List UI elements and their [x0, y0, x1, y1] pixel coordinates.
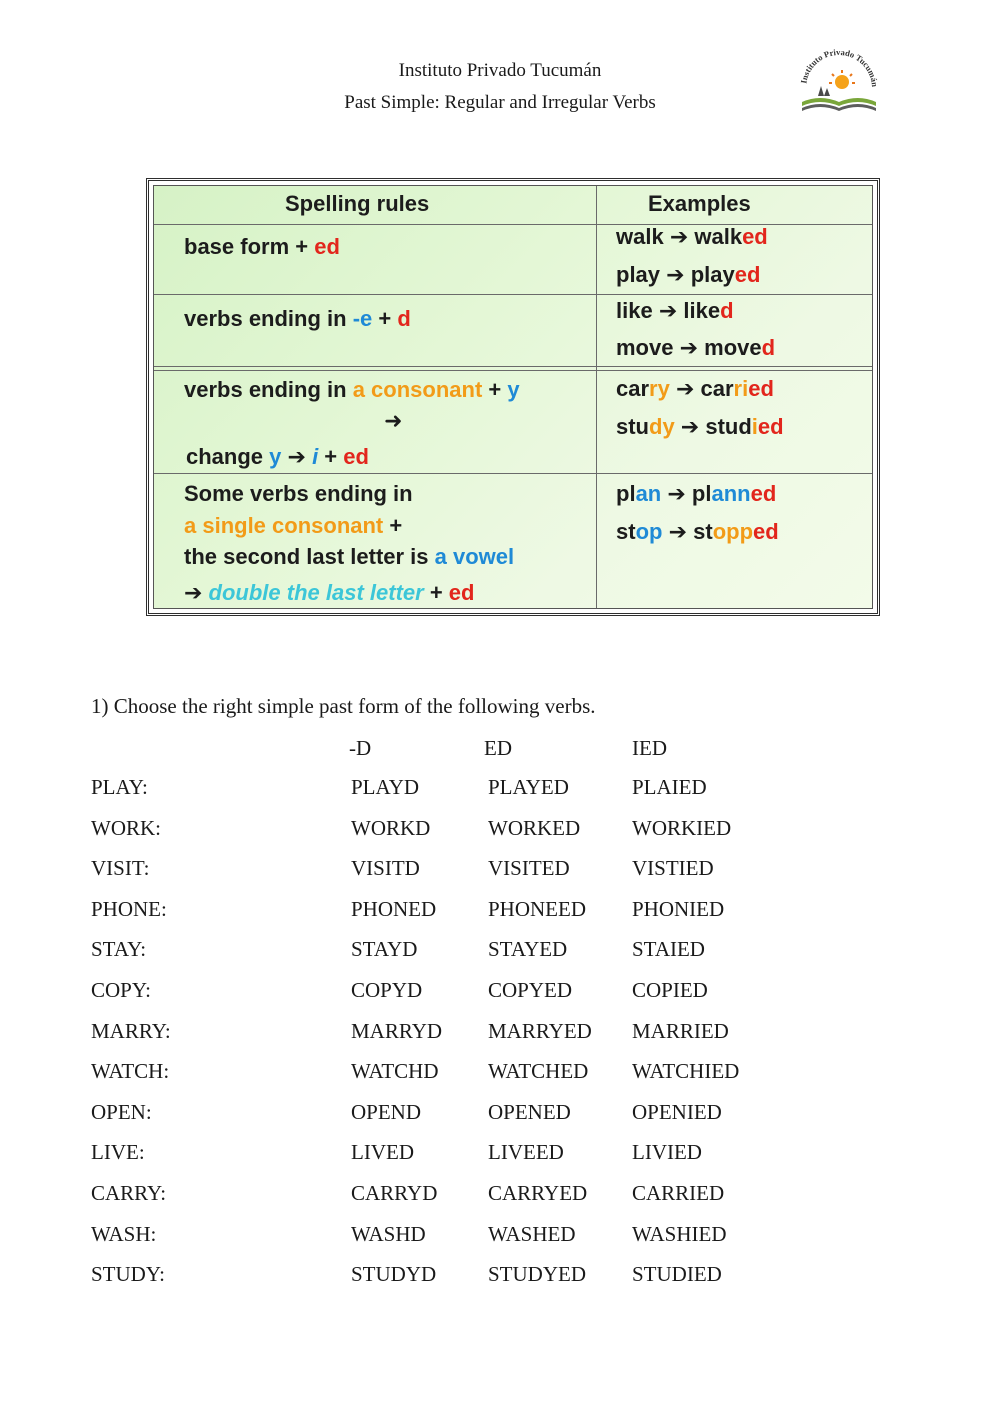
example-plan: plan ➔ planned [616, 481, 777, 506]
answer-option[interactable]: MARRYD [351, 1018, 443, 1043]
rule-single-consonant: a single consonant + [184, 513, 403, 538]
answer-option[interactable]: STAYD [351, 937, 418, 962]
column-header-ied: IED [632, 736, 667, 760]
answer-option[interactable]: WORKIED [632, 815, 732, 840]
column-header-ed: ED [484, 736, 512, 760]
verb-label: WORK: [91, 815, 161, 840]
answer-option[interactable]: VISITED [488, 856, 570, 881]
answer-option[interactable]: OPENED [488, 1099, 571, 1124]
answer-option[interactable]: CARRIED [632, 1181, 725, 1205]
answer-option[interactable]: MARRYED [488, 1018, 592, 1043]
school-logo-icon [796, 44, 882, 120]
exercise-row [0, 1140, 1000, 1170]
example-walk: walk ➔ walked [616, 224, 768, 249]
answer-option[interactable]: WORKD [351, 815, 431, 840]
answer-option[interactable]: VISITD [351, 856, 420, 881]
exercise-row [0, 1262, 1000, 1292]
verb-label: VISIT: [91, 856, 150, 881]
verb-label: PLAY: [91, 775, 148, 799]
answer-option[interactable]: WATCHIED [632, 1059, 740, 1084]
example-like: like ➔ liked [616, 298, 734, 323]
verb-label: CARRY: [91, 1181, 167, 1205]
verb-label: PHONE: [91, 896, 167, 921]
header-examples: Examples [648, 191, 751, 216]
rule-ending-e: verbs ending in -e + d [184, 306, 411, 331]
answer-option[interactable]: COPYD [351, 978, 423, 1002]
exercise-row [0, 978, 1000, 1008]
exercise-row [0, 1181, 1000, 1211]
verb-label: OPEN: [91, 1099, 152, 1124]
answer-option[interactable]: PHONED [351, 896, 437, 921]
answer-option[interactable]: COPIED [632, 978, 708, 1002]
exercise-row [0, 816, 1000, 846]
school-name: Instituto Privado Tucumán [398, 60, 602, 81]
answer-option[interactable]: PLAYED [488, 775, 569, 799]
answer-option[interactable]: WATCHD [351, 1059, 439, 1084]
exercise-row [0, 897, 1000, 927]
verb-label: STAY: [91, 937, 147, 962]
verb-label: MARRY: [91, 1018, 171, 1043]
rule-consonant-y: verbs ending in a consonant + y [184, 377, 520, 402]
logo-arc-text: Instituto Privado Tucumán [798, 46, 881, 88]
exercise-row [0, 1100, 1000, 1130]
spelling-rules-table [146, 178, 880, 616]
answer-option[interactable]: STUDIED [632, 1262, 722, 1287]
answer-option[interactable]: MARRIED [632, 1018, 729, 1043]
answer-option[interactable]: LIVEED [488, 1140, 564, 1165]
answer-option[interactable]: STAYED [488, 937, 568, 962]
example-carry: carry ➔ carried [616, 376, 774, 401]
example-move: move ➔ moved [616, 335, 776, 360]
header-spelling-rules: Spelling rules [285, 191, 430, 216]
down-arrow-icon: ➜ [384, 408, 403, 433]
rule-base-form: base form + ed [184, 234, 340, 259]
answer-option[interactable]: VISTIED [632, 856, 714, 881]
example-study: study ➔ studied [616, 414, 784, 439]
answer-option[interactable]: WASHIED [632, 1221, 727, 1246]
verb-label: COPY: [91, 978, 151, 1002]
answer-option[interactable]: WASHD [351, 1221, 426, 1246]
answer-option[interactable]: WORKED [488, 815, 581, 840]
answer-option[interactable]: STUDYD [351, 1262, 437, 1287]
answer-option[interactable]: LIVIED [632, 1140, 702, 1165]
answer-option[interactable]: COPYED [488, 978, 573, 1002]
answer-option[interactable]: LIVED [351, 1140, 414, 1165]
verb-label: WASH: [91, 1221, 157, 1246]
answer-option[interactable]: CARRYD [351, 1181, 438, 1205]
example-play: play ➔ played [616, 262, 761, 287]
exercise-row [0, 937, 1000, 967]
answer-option[interactable]: PHONIED [632, 896, 725, 921]
verb-label: STUDY: [91, 1262, 165, 1287]
exercise-instruction: 1) Choose the right simple past form of the following verbs. [91, 694, 596, 718]
answer-option[interactable]: PLAIED [632, 775, 707, 799]
example-stop: stop ➔ stopped [616, 519, 779, 544]
answer-option[interactable]: OPEND [351, 1099, 422, 1124]
rule-change-y: change y ➔ i + ed [186, 444, 369, 469]
exercise-row [0, 1059, 1000, 1089]
rule-double-last-letter: ➔ double the last letter + ed [184, 580, 475, 605]
rule-some-verbs: Some verbs ending in [184, 481, 413, 506]
answer-option[interactable]: PHONEED [488, 896, 586, 921]
answer-option[interactable]: OPENIED [632, 1099, 722, 1124]
answer-option[interactable]: WASHED [488, 1221, 576, 1246]
verb-label: LIVE: [91, 1140, 145, 1165]
exercise-row [0, 1222, 1000, 1252]
answer-option[interactable]: CARRYED [488, 1181, 588, 1205]
verb-label: WATCH: [91, 1059, 170, 1084]
column-header-d: -D [349, 736, 372, 760]
exercise-row [0, 775, 1000, 805]
worksheet-title: Past Simple: Regular and Irregular Verbs [344, 92, 656, 113]
answer-option[interactable]: PLAYD [351, 775, 420, 799]
exercise-row [0, 1019, 1000, 1049]
answer-option[interactable]: WATCHED [488, 1059, 589, 1084]
answer-option[interactable]: STUDYED [488, 1262, 586, 1287]
rule-second-last-vowel: the second last letter is a vowel [184, 544, 515, 569]
answer-option[interactable]: STAIED [632, 937, 705, 962]
exercise-row [0, 856, 1000, 886]
